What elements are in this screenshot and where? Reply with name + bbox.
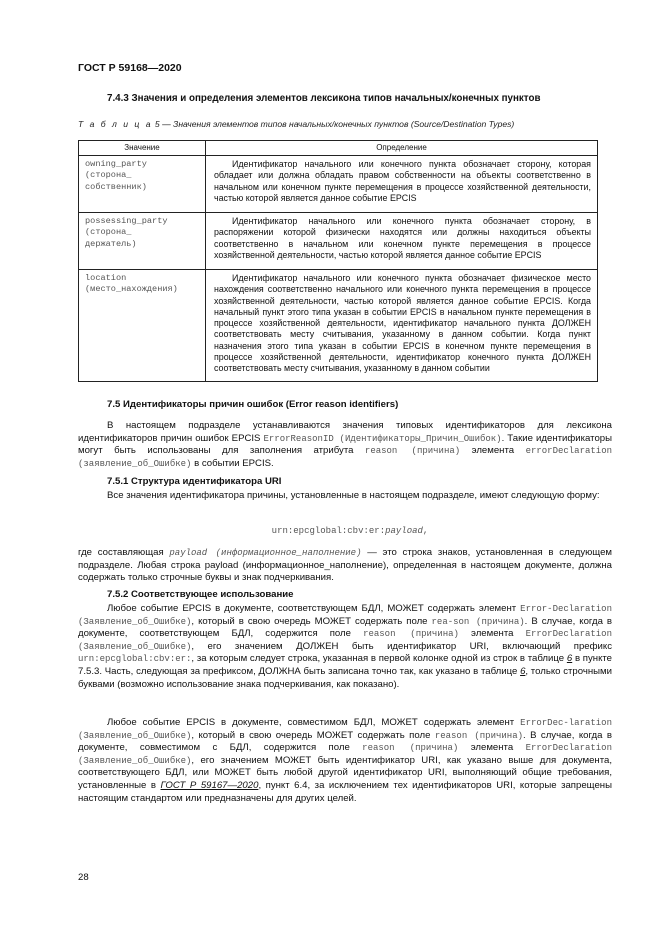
section-743-heading: 7.4.3 Значения и определения элементов лексикона типов начальных/конечных пунктов — [107, 93, 541, 104]
table-row — [79, 156, 598, 213]
value-line: owning_party — [85, 159, 147, 169]
value-line: (сторона_ — [85, 170, 132, 181]
section-752-paragraph-1: Любое событие EPCIS в документе, соответствующем БДЛ, МОЖЕТ содержать элемент Error-Declaration (Заявление_об_Ошибке), который в свою очередь МОЖЕТ содержать поле rea-son (причина). В случае, когда в документе, соответствующем БДЛ, содержится поле reason (причина) элемента ErrorDeclaration (Заявление_об_Ошибке), его значением ДОЛЖЕН быть идентификатор URI, включающий префикс urn:epcglobal:cbv:er:, за которым следует строка, указанная в первой колонке одной из строк в таблице 6 в пункте 7.5.3. Часть, следующая за префиксом, ДОЛЖНА быть записана точно так, как указано в таблице 6, только строчными буквами (возможно использование знака подчеркивания, как показано). — [78, 603, 613, 690]
column-header-value: Значение — [79, 141, 206, 156]
table-6-reference[interactable]: 6 — [520, 665, 526, 677]
value-line: location — [85, 273, 127, 283]
section-752-heading: 7.5.2 Соответствующее использование — [107, 589, 294, 600]
value-line: держатель) — [85, 238, 137, 249]
source-destination-types-table — [78, 140, 598, 382]
section-751-paragraph-2: где составляющая payload (информационное_наполнение) — это строка знаков, установленная в следующем подразделе. Любая строка payload (информационное_наполнение), определенная в настоящем документе, должна содержать только строчные буквы и знак подчеркивания. — [78, 547, 613, 584]
section-75-heading: 7.5 Идентификаторы причин ошибок (Error reason identifiers) — [107, 399, 399, 410]
page-number: 28 — [78, 872, 89, 883]
value-line: (место_нахождения) — [85, 284, 178, 295]
column-header-definition: Определение — [206, 141, 598, 156]
definition-cell: Идентификатор начального или конечного пункта обозначает сторону, в распоряжении которой физически находятся или должны находиться объекты соответственно в начальном или конечном пункте перемещения в процессе хозяйственной деятельности, частью которой является данное событие EPCIS — [206, 213, 598, 270]
value-line: (сторона_ — [85, 227, 132, 238]
value-cell — [79, 213, 206, 270]
uri-formula: urn:epcglobal:cbv:er:payload, — [271, 526, 429, 536]
table-header-row — [79, 141, 598, 156]
table-caption-text: 5 — Значения элементов типов начальных/конечных пунктов (Source/Destination Types) — [152, 119, 515, 129]
value-cell — [79, 156, 206, 213]
value-cell — [79, 270, 206, 382]
value-line: собственник) — [85, 181, 147, 192]
table-row — [79, 270, 598, 382]
table-caption-word: Т а б л и ц а — [78, 119, 153, 129]
table-row — [79, 213, 598, 270]
gost-59167-reference[interactable]: ГОСТ Р 59167—2020 — [160, 779, 259, 791]
table-caption — [78, 118, 514, 131]
section-75-paragraph: В настоящем подразделе устанавливаются значения типовых идентификаторов для лексикона идентификаторов причин ошибок EPCIS ErrorReasonID (Идентификаторы_Причин_Ошибок). Такие идентификаторы могут быть использованы для заполнения атрибута reason (причина) элемента errorDeclaration (заявление_об_Ошибке) в событии EPCIS. — [78, 420, 613, 469]
definition-cell: Идентификатор начального или конечного пункта обозначает физическое место нахождения соответственно начального или конечного пункта перемещения в процессе хозяйственной деятельности, частью которой является данное событие EPCIS. Когда начальный пункт этого типа указан в событии EPCIS в начальном пункте перемещения в процессе хозяйственной деятельности, идентификатор начального пункта ДОЛЖЕН соответствовать месту считывания, указанному в данном событии. Когда пункт назначения этого типа указан в событии EPCIS в конечном пункте перемещения в процессе хозяйственной деятельности, идентификатор конечного пункта ДОЛЖЕН соответствовать месту считывания, указанному в данном событии — [206, 270, 598, 382]
section-751-heading: 7.5.1 Структура идентификатора URI — [107, 476, 282, 487]
standard-header: ГОСТ Р 59168—2020 — [78, 62, 182, 74]
table-6-reference[interactable]: 6 — [566, 653, 573, 665]
definition-cell: Идентификатор начального или конечного пункта обозначает сторону, которая обладает или должна обладать правом собственности на объекты соответственно в начальном или конечном пункте перемещения в процессе хозяйственной деятельности, частью которой является данное событие EPCIS — [206, 156, 598, 213]
value-line: possessing_party — [85, 216, 168, 226]
section-752-paragraph-2: Любое событие EPCIS в документе, совместимом БДЛ, МОЖЕТ содержать элемент ErrorDec-laration (Заявление_об_Ошибке), который в свою очередь МОЖЕТ содержать поле reason (причина). В случае, когда в документе, совместимом с БДЛ, содержится поле reason (причина) элемента ErrorDeclaration (Заявление_об_Ошибке), его значением МОЖЕТ быть идентификатор URI, как указано выше для документа, соответствующего БДЛ, или МОЖЕТ быть любой другой идентификатор URI, выполняющий общие требования, установленные в ГОСТ Р 59167—2020, пункт 6.4, за исключением тех идентификаторов URI, которые запрещены настоящим стандартом или предназначены для других целей. — [78, 717, 612, 804]
section-751-paragraph-1: Все значения идентификатора причины, установленные в настоящем подразделе, имеют следующую форму: — [107, 490, 600, 501]
